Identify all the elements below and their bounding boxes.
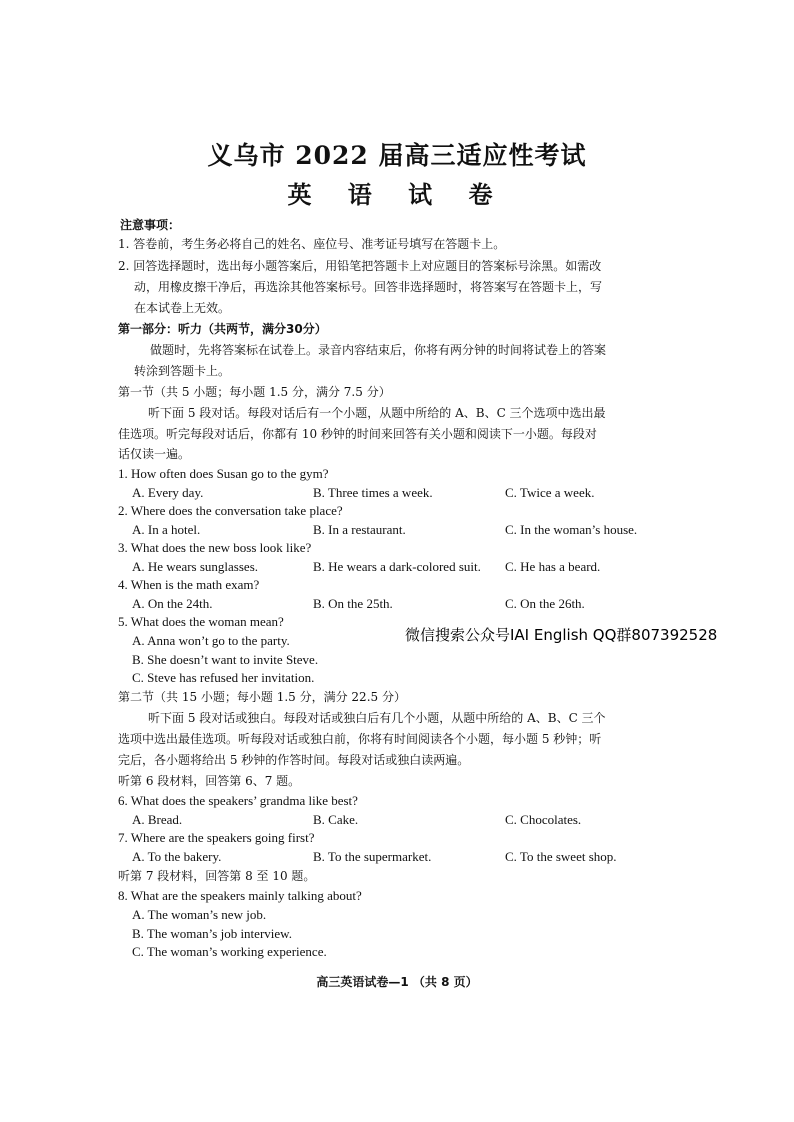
option-c: C. Chocolates. [505,812,582,827]
part1-intro: 转涂到答题卡上。 [134,364,231,378]
exam-title: 义乌市 2022 届高三适应性考试 [207,141,587,170]
section2-intro: 选项中选出最佳选项。听每段对话或独白前，你将有时间阅读各个小题，每小题 5 秒钟；听 [118,732,602,746]
option-b: B. She doesn’t want to invite Steve. [132,652,319,667]
question-stem: 8. What are the speakers mainly talking about? [118,888,362,903]
question-stem: 6. What does the speakers’ grandma like best? [118,793,358,808]
section2-intro: 完后，各小题将给出 5 秒钟的作答时间。每段对话或独白读两遍。 [118,753,470,767]
section1-heading: 第一节（共 5 小题；每小题 1.5 分，满分 7.5 分） [118,385,391,399]
option-a: A. In a hotel. [132,522,201,537]
option-b: B. On the 25th. [313,596,393,611]
option-b: B. He wears a dark-colored suit. [313,559,481,574]
question-stem: 7. Where are the speakers going first? [118,830,315,845]
section2-heading: 第二节（共 15 小题；每小题 1.5 分，满分 22.5 分） [118,690,406,704]
note-line: 1. 答卷前，考生务必将自己的姓名、座位号、准考证号填写在答题卡上。 [118,237,506,251]
option-a: A. Every day. [132,485,204,500]
option-c: C. To the sweet shop. [505,849,617,864]
part1-heading: 第一部分：听力（共两节，满分30分） [118,322,327,336]
option-c: C. He has a beard. [505,559,601,574]
material-note: 听第 7 段材料，回答第 8 至 10 题。 [118,869,316,883]
material-note: 听第 6 段材料，回答第 6、7 题。 [118,774,301,788]
option-c: C. On the 26th. [505,596,585,611]
option-a: A. Anna won’t go to the party. [132,633,290,648]
section1-intro: 听下面 5 段对话。每段对话后有一个小题，从题中所给的 A、B、C 三个选项中选出最 [148,406,606,420]
exam-subtitle: 英 语 试 卷 [287,180,507,209]
section1-intro: 佳选项。听完每段对话后，你都有 10 秒钟的时间来回答有关小题和阅读下一小题。每段对 [118,427,597,441]
option-b: B. To the supermarket. [313,849,432,864]
option-a: A. Bread. [132,812,183,827]
option-a: A. To the bakery. [132,849,222,864]
option-c: C. Steve has refused her invitation. [132,670,315,685]
watermark-text: 微信搜索公众号IAI English QQ群807392528 [405,626,718,644]
question-stem: 2. Where does the conversation take place? [118,503,343,518]
option-c: C. In the woman’s house. [505,522,638,537]
question-stem: 4. When is the math exam? [118,577,260,592]
option-c: C. Twice a week. [505,485,595,500]
section2-intro: 听下面 5 段对话或独白。每段对话或独白后有几个小题，从题中所给的 A、B、C 三个 [148,711,606,725]
option-a: A. He wears sunglasses. [132,559,259,574]
option-c: C. The woman’s working experience. [132,944,327,959]
note-line: 动，用橡皮擦干净后，再选涂其他答案标号。回答非选择题时，将答案写在答题卡上，写 [134,280,603,294]
part1-intro: 做题时，先将答案标在试卷上。录音内容结束后，你将有两分钟的时间将试卷上的答案 [150,343,607,357]
option-b: B. Cake. [313,812,359,827]
notes-heading: 注意事项： [120,218,181,232]
question-stem: 5. What does the woman mean? [118,614,284,629]
option-b: B. The woman’s job interview. [132,926,292,941]
section1-intro: 话仅读一遍。 [118,447,191,461]
page-footer: 高三英语试卷—1 （共 8 页） [316,975,478,989]
question-stem: 3. What does the new boss look like? [118,540,312,555]
option-a: A. The woman’s new job. [132,907,267,922]
option-b: B. Three times a week. [313,485,433,500]
note-line: 2. 回答选择题时，选出每小题答案后，用铅笔把答题卡上对应题目的答案标号涂黑。如需改 [118,259,602,273]
note-line: 在本试卷上无效。 [134,301,231,315]
option-b: B. In a restaurant. [313,522,406,537]
question-stem: 1. How often does Susan go to the gym? [118,466,329,481]
option-a: A. On the 24th. [132,596,213,611]
